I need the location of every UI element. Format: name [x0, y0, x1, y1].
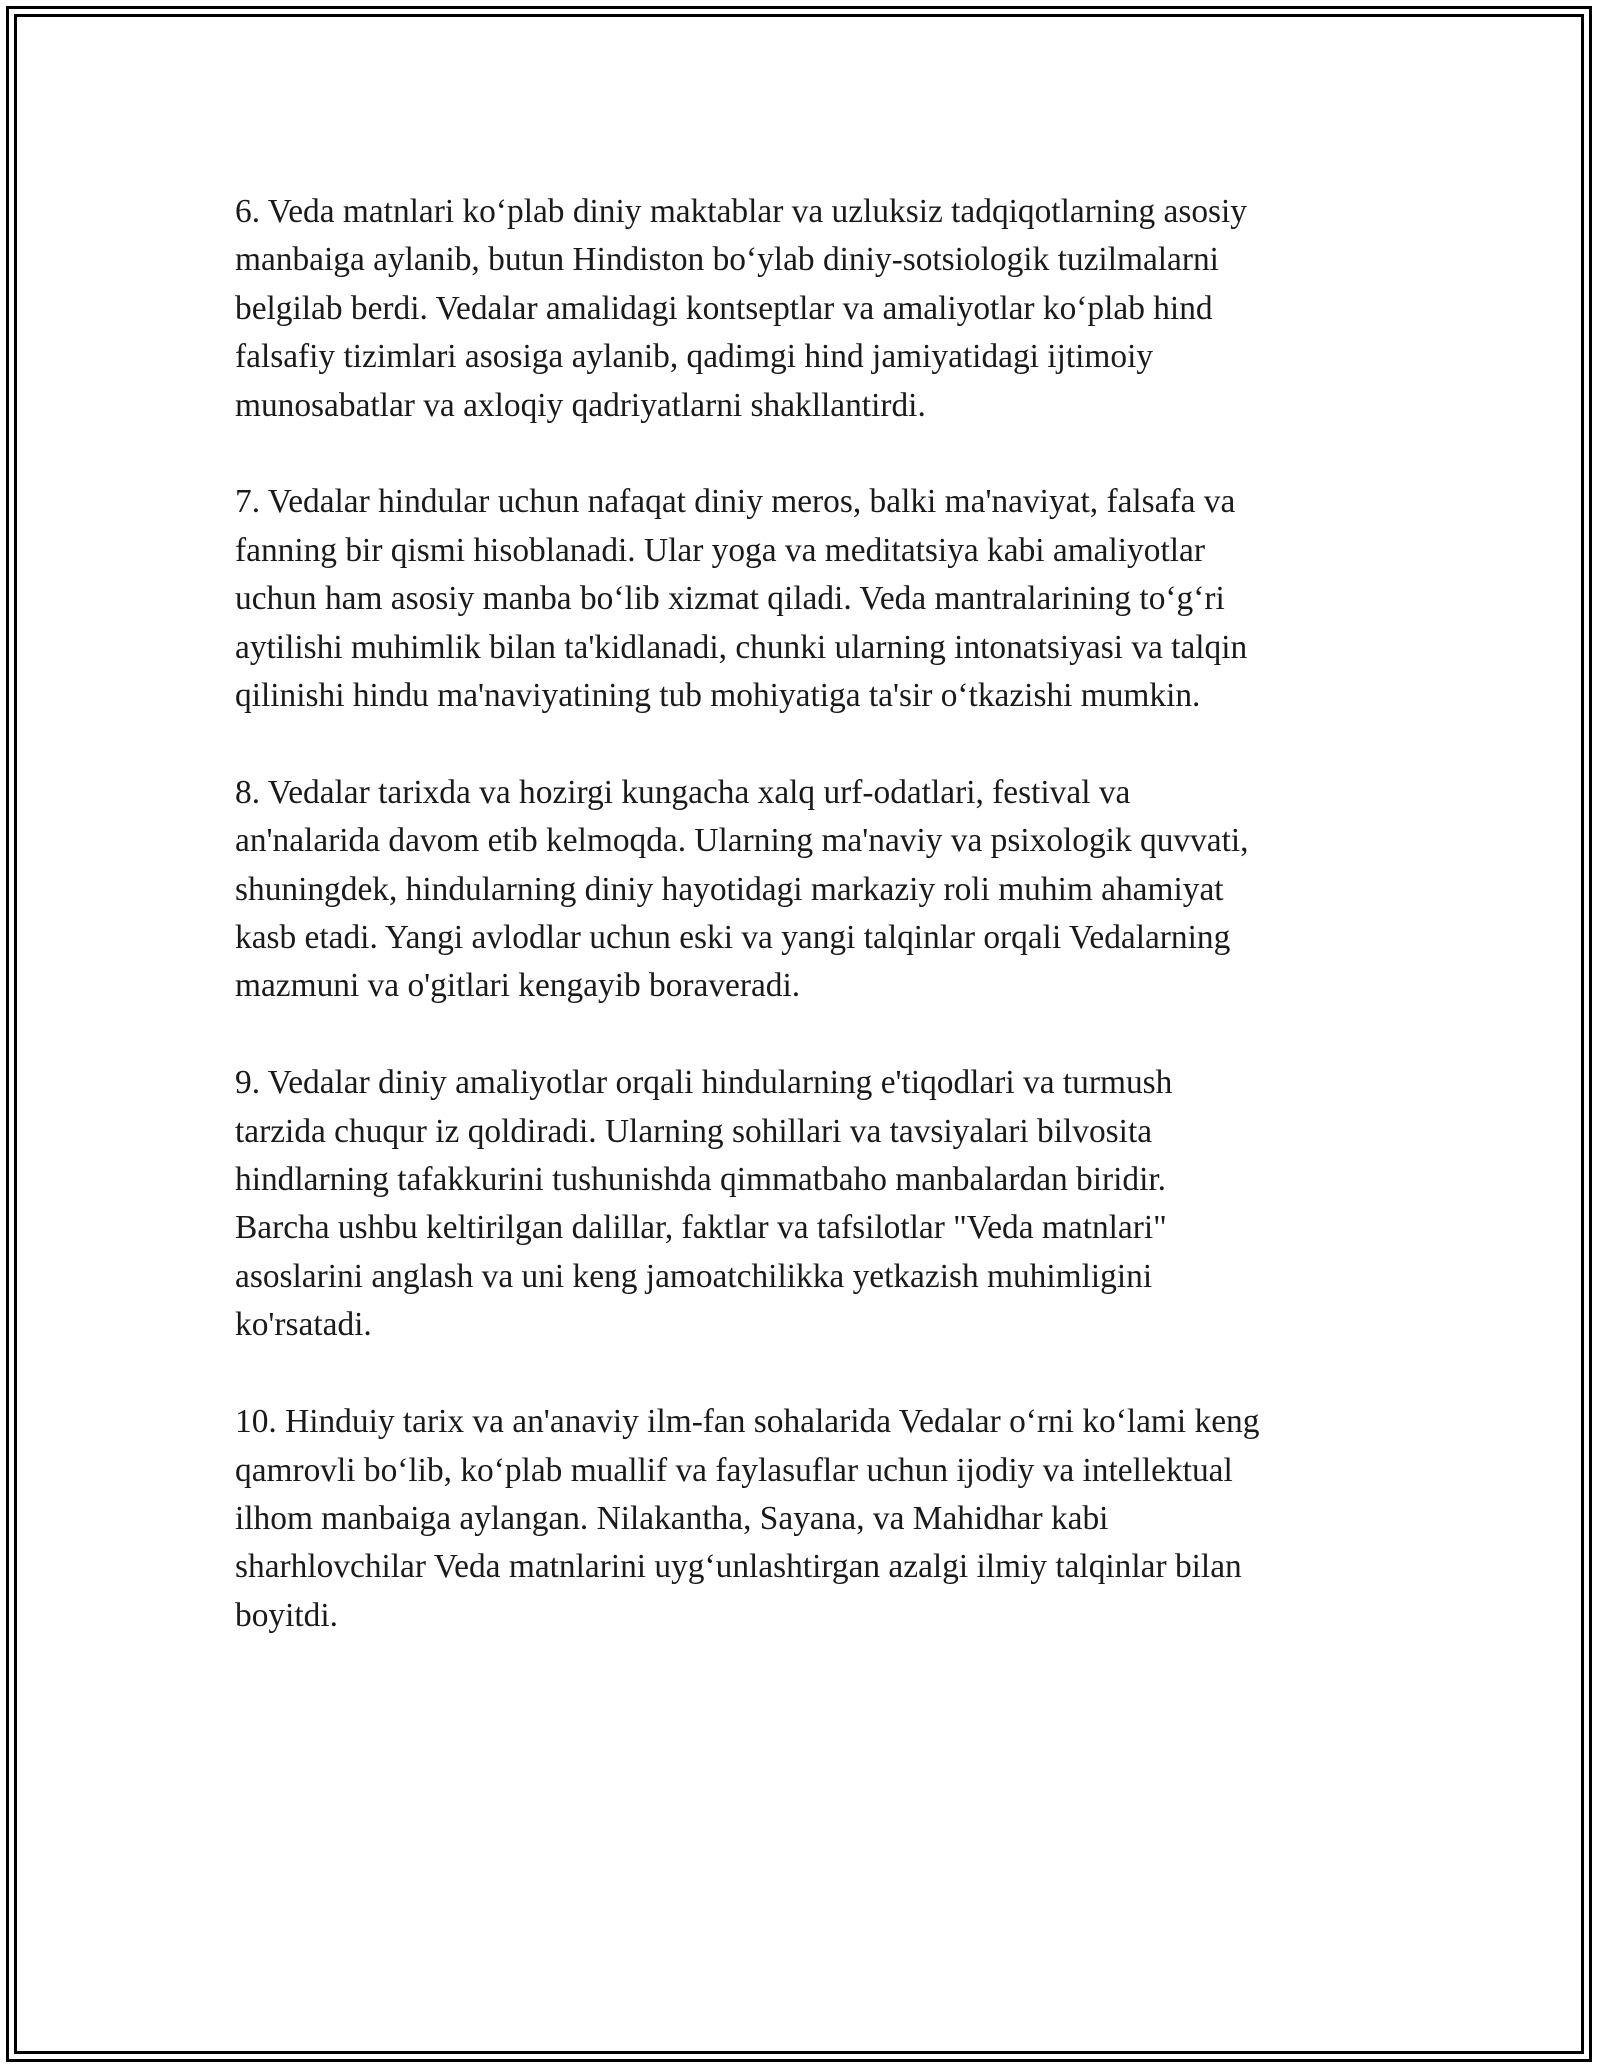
- paragraph-6: 6. Veda matnlari ko‘plab diniy maktablar va uzluksiz tadqiqotlarning asosiy manbaiga aylanib, butun Hindiston bo‘ylab diniy-sotsiologik tuzilmalarni belgilab berdi. Vedalar amalidagi kontseptlar va amaliyotlar ko‘plab hind falsafiy tizimlari asosiga aylanib, qadimgi hind jamiyatidagi ijtimoiy munosabatlar va axloqiy qadriyatlarni shakllantirdi.: [235, 193, 1247, 424]
- paragraph-9: 9. Vedalar diniy amaliyotlar orqali hindularning e'tiqodlari va turmush tarzida chuqur iz qoldiradi. Ularning sohillari va tavsiyalari bilvosita hindlarning tafakkurini tushunishda qimmatbaho manbalardan biridir. Barcha ushbu keltirilgan dalillar, faktlar va tafsilotlar "Veda matnlari" asoslarini anglash va uni keng jamoatchilikka yetkazish muhimligini ko'rsatadi.: [235, 1064, 1173, 1344]
- paragraph-8: 8. Vedalar tarixda va hozirgi kungacha xalq urf-odatlari, festival va an'nalarida davom etib kelmoqda. Ularning ma'naviy va psixologik quvvati, shuningdek, hindularning diniy hayotidagi markaziy roli muhim ahamiyat kasb etadi. Yangi avlodlar uchun eski va yangi talqinlar orqali Vedalarning mazmuni va o'gitlari kengayib boraveradi.: [235, 773, 1249, 1005]
- paragraph-7: 7. Vedalar hindular uchun nafaqat diniy meros, balki ma'naviyat, falsafa va fanning bir qismi hisoblanadi. Ular yoga va meditatsiya kabi amaliyotlar uchun ham asosiy manba bo‘lib xizmat qiladi. Veda mantralarining to‘g‘ri aytilishi muhimlik bilan ta'kidlanadi, chunki ularning intonatsiyasi va talqin qilinishi hindu ma'naviyatining tub mohiyatiga ta'sir o‘tkazishi mumkin.: [235, 483, 1248, 715]
- document-body: [235, 188, 1385, 1689]
- paragraph-10: 10. Hinduiy tarix va an'anaviy ilm-fan sohalarida Vedalar o‘rni ko‘lami keng qamrovli bo‘lib, ko‘plab muallif va faylasuflar uchun ijodiy va intellektual ilhom manbaiga aylangan. Nilakantha, Sayana, va Mahidhar kabi sharhlovchilar Veda matnlarini uyg‘unlashtirgan azalgi ilmiy talqinlar bilan boyitdi.: [235, 1403, 1260, 1634]
